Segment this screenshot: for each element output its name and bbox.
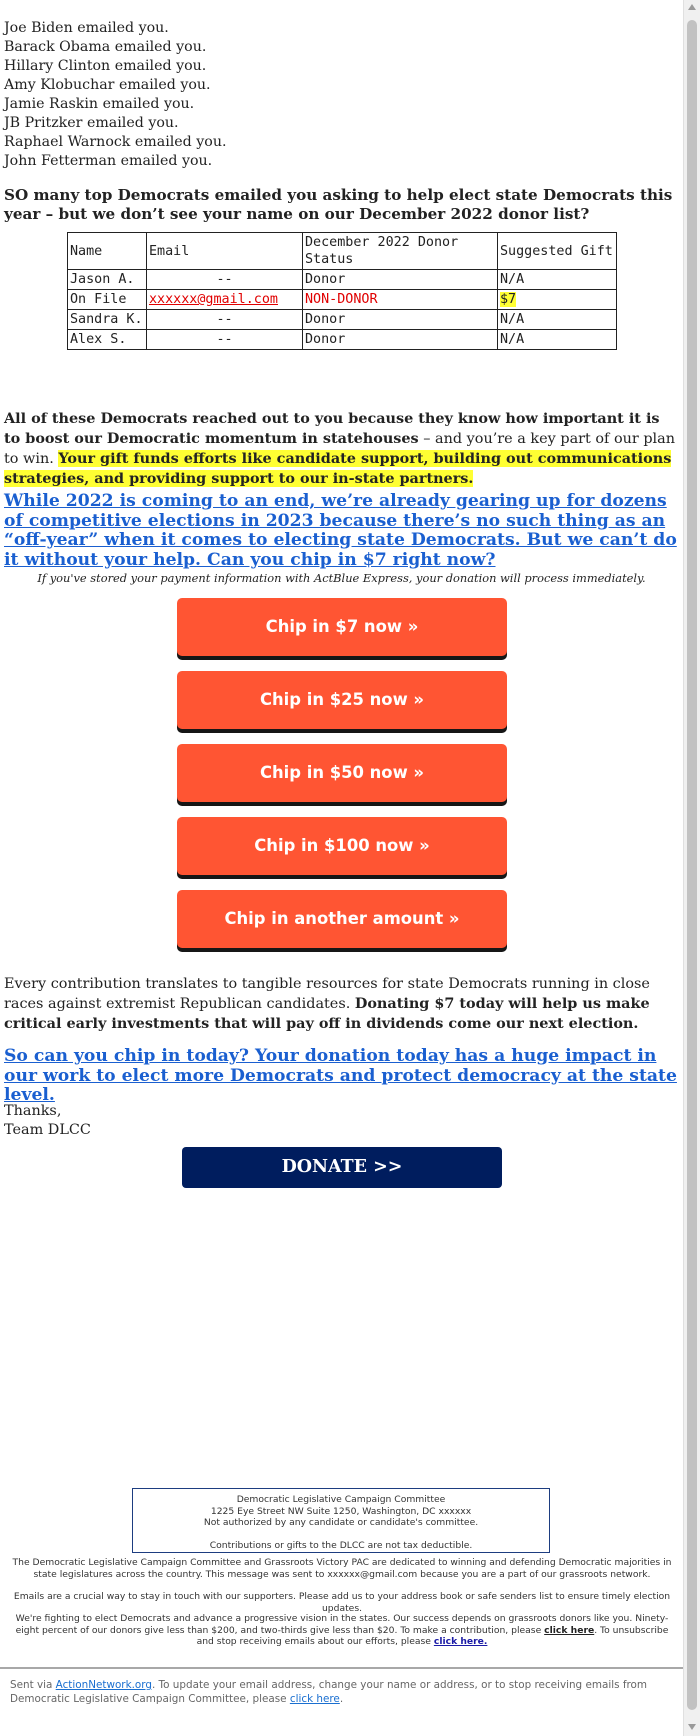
chip-in-7-link[interactable]: While 2022 is coming to an end, we’re already gearing up for dozens of competitive elections in 2023 because there’s no such thing as an “off-year” when it comes to electing state Democrats. But we can’t do it without your help. Can you chip in $7 right now? — [4, 491, 677, 570]
donate-button[interactable]: DONATE >> — [182, 1147, 502, 1188]
footer-org-name: Democratic Legislative Campaign Committee — [236, 1494, 446, 1505]
chip-in-50-button[interactable]: Chip in $50 now » — [177, 744, 507, 802]
fine-print-donors — [8, 1613, 676, 1648]
footer-address-box — [132, 1488, 550, 1553]
footer-divider — [0, 1667, 683, 1669]
table-row — [68, 310, 617, 330]
update-click-here-link[interactable]: click here — [289, 1693, 340, 1705]
header-name: Name — [68, 233, 147, 270]
signoff — [4, 1102, 91, 1140]
cell-status-non-donor: NON-DONOR — [303, 290, 498, 310]
cell-gift: N/A — [498, 330, 617, 350]
cell-status: Donor — [303, 330, 498, 350]
donor-table — [67, 232, 617, 350]
unsubscribe-click-here-link[interactable]: click here. — [433, 1636, 488, 1647]
sender-line: Jamie Raskin emailed you. — [4, 96, 195, 112]
chip-in-today-paragraph — [4, 1047, 680, 1106]
sender-line: Hillary Clinton emailed you. — [4, 58, 207, 74]
cell-name: On File — [68, 290, 147, 310]
para1-highlight: Your gift funds efforts like candidate support, building out communications strategies, and providing support to our in-state partners. — [4, 450, 672, 487]
chip-in-7-button[interactable]: Chip in $7 now » — [177, 598, 507, 656]
scroll-up-arrow-icon[interactable] — [688, 4, 696, 10]
actblue-express-note: If you've stored your payment information with ActBlue Express, your donation will process immediately. — [37, 571, 646, 585]
header-email: Email — [147, 233, 303, 270]
sender-line: Raphael Warnock emailed you. — [4, 134, 227, 150]
cell-name: Sandra K. — [68, 310, 147, 330]
cell-name: Alex S. — [68, 330, 147, 350]
fine-print-safe-senders: Emails are a crucial way to stay in touch with our supporters. Please add us to your address book or safe senders list to ensure timely election updates. — [13, 1591, 671, 1614]
cell-status: Donor — [303, 310, 498, 330]
email-link[interactable]: xxxxxx@gmail.com — [149, 292, 278, 307]
header-status: December 2022 Donor Status — [303, 233, 498, 270]
chip-in-today-link[interactable]: So can you chip in today? Your donation today has a huge impact in our work to elect more Democrats and protect democracy at the state level. — [4, 1046, 677, 1105]
table-row — [68, 330, 617, 350]
actionnetwork-link[interactable]: ActionNetwork.org — [55, 1679, 152, 1691]
sent-via-footer — [10, 1678, 675, 1706]
cell-name: Jason A. — [68, 270, 147, 290]
chip-in-100-button[interactable]: Chip in $100 now » — [177, 817, 507, 875]
sender-line: John Fetterman emailed you. — [4, 153, 213, 169]
para3-plain: Every contribution translates to tangible resources for state Democrats running in close races against extremist Republican candidates. — [4, 976, 650, 1012]
cell-gift: N/A — [498, 310, 617, 330]
table-row — [68, 270, 617, 290]
fine-print-donors-text: We're fighting to elect Democrats and advance a progressive vision in the states. Our success depends on grassroots donors like you. Ninety-eight percent of our donors give less than $200, and two-thirds give less than $20. To make a contribution, please — [15, 1613, 669, 1636]
contribution-paragraph — [4, 975, 680, 1034]
header-gift: Suggested Gift — [498, 233, 617, 270]
para3-bold: Donating $7 today will help us make critical early investments that will pay off in dividends come our next election. — [4, 995, 650, 1032]
scroll-thumb[interactable] — [687, 20, 697, 1710]
sent-via-period: . — [339, 1693, 344, 1705]
fine-print-mission: The Democratic Legislative Campaign Committee and Grassroots Victory PAC are dedicated to winning and defending Democratic majorities in state legislatures across the country. This message was sent to xxxxxx@gmail.com because you are a part of our grassroots network. — [12, 1557, 672, 1580]
signoff-thanks: Thanks, — [4, 1103, 62, 1119]
sender-list — [4, 19, 226, 171]
sender-line: Barack Obama emailed you. — [4, 39, 207, 55]
momentum-paragraph — [4, 409, 680, 489]
sender-line: JB Pritzker emailed you. — [4, 115, 179, 131]
cell-status: Donor — [303, 270, 498, 290]
intro-heading: SO many top Democrats emailed you asking to help elect state Democrats this year – but we don’t see your name on our December 2022 donor list? — [4, 186, 673, 223]
appeal-paragraph — [4, 492, 680, 570]
sender-line: Amy Klobuchar emailed you. — [4, 77, 211, 93]
cell-gift: N/A — [498, 270, 617, 290]
table-header-row — [68, 233, 617, 270]
cell-email: -- — [147, 310, 303, 330]
footer-address: 1225 Eye Street NW Suite 1250, Washington, DC xxxxxx — [210, 1505, 472, 1517]
footer-authorization: Not authorized by any candidate or candidate's committee. — [203, 1517, 479, 1528]
sent-via-text: Sent via — [10, 1679, 56, 1691]
chip-in-25-button[interactable]: Chip in $25 now » — [177, 671, 507, 729]
cell-email: -- — [147, 330, 303, 350]
cell-email — [147, 290, 303, 310]
cell-email: -- — [147, 270, 303, 290]
para1-bold: All of these Democrats reached out to you because they know how important it is to boost our Democratic momentum in statehouses — [4, 410, 660, 447]
contribute-click-here-link[interactable]: click here — [544, 1624, 595, 1636]
para1-plain: – and you’re a key part of our plan to win. — [4, 431, 675, 467]
fine-print-unsubscribe-text: . To unsubscribe and stop receiving emails about our efforts, please — [196, 1624, 669, 1647]
scroll-down-arrow-icon[interactable] — [688, 1724, 696, 1730]
chip-in-other-button[interactable]: Chip in another amount » — [177, 890, 507, 948]
sent-via-update-text: . To update your email address, change your name or address, or to stop receiving emails from Democratic Legislative Campaign Committee, please — [10, 1679, 648, 1705]
signoff-team: Team DLCC — [4, 1122, 91, 1138]
sender-line: Joe Biden emailed you. — [4, 20, 169, 36]
footer-tax-note: Contributions or gifts to the DLCC are not tax deductible. — [209, 1539, 473, 1551]
vertical-scrollbar[interactable] — [683, 0, 700, 1736]
cell-gift — [498, 290, 617, 310]
table-row — [68, 290, 617, 310]
suggested-gift-highlight: $7 — [500, 292, 517, 307]
